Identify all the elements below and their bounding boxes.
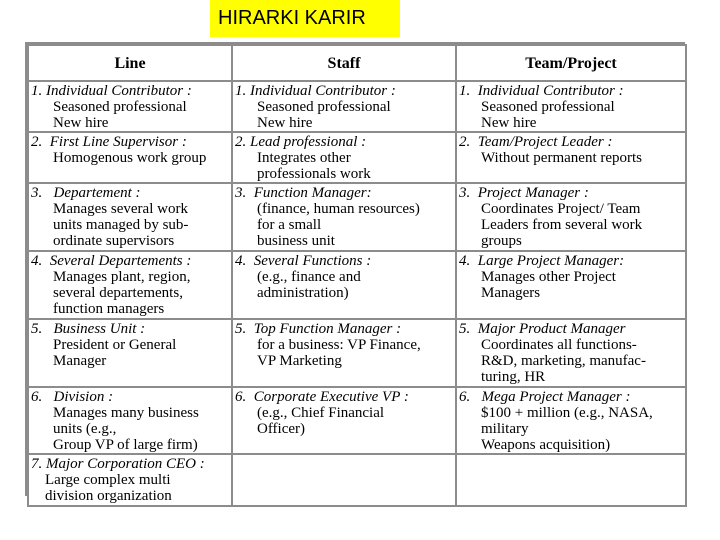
cell-staff-level-6 bbox=[233, 388, 455, 453]
level-description-line: several departements, bbox=[53, 285, 183, 301]
level-description-line: New hire bbox=[257, 115, 313, 131]
column-header-staff: Staff bbox=[233, 46, 455, 80]
level-description-line: Managers bbox=[481, 285, 541, 301]
cell-team-project-level-5 bbox=[457, 320, 685, 386]
level-title: 5. Top Function Manager : bbox=[235, 321, 402, 337]
level-title: 3. Departement : bbox=[31, 185, 141, 201]
level-description-line: (e.g., finance and bbox=[257, 269, 361, 285]
level-description-line: Coordinates Project/ Team bbox=[481, 201, 641, 217]
cell-staff-level-5 bbox=[233, 320, 455, 386]
cell-line-level-2 bbox=[29, 133, 231, 182]
table-row bbox=[29, 252, 685, 318]
level-description-line: New hire bbox=[53, 115, 109, 131]
level-description-line: groups bbox=[481, 233, 522, 249]
cell-team-project-level-2 bbox=[457, 133, 685, 182]
level-description-line: Homogenous work group bbox=[53, 150, 207, 166]
level-description-line: Manager bbox=[53, 353, 107, 369]
level-description-line: Officer) bbox=[257, 421, 306, 437]
level-description-line: Seasoned professional bbox=[481, 99, 615, 115]
level-title: 4. Several Functions : bbox=[235, 253, 372, 269]
level-description-line: Seasoned professional bbox=[53, 99, 187, 115]
cell-team-project-level-3 bbox=[457, 184, 685, 250]
level-title: 3. Project Manager : bbox=[459, 185, 589, 201]
level-description-line: function managers bbox=[53, 301, 165, 317]
level-title: 7. Major Corporation CEO : bbox=[31, 456, 205, 472]
level-title: 6. Mega Project Manager : bbox=[459, 389, 631, 405]
column-header-team-project: Team/Project bbox=[457, 46, 685, 80]
cell-staff-level-4 bbox=[233, 252, 455, 318]
level-title: 3. Function Manager: bbox=[235, 185, 372, 201]
level-description-line: Integrates other bbox=[257, 150, 351, 166]
slide-title: HIRARKI KARIR bbox=[210, 0, 400, 37]
level-title: 5. Major Product Manager bbox=[459, 321, 626, 337]
cell-team-project-level-1 bbox=[457, 82, 685, 131]
table-row bbox=[29, 388, 685, 453]
level-title: 4. Several Departements : bbox=[31, 253, 192, 269]
career-hierarchy-table-frame bbox=[25, 42, 685, 504]
level-description-line: units (e.g., bbox=[53, 421, 117, 437]
level-title: 2. Team/Project Leader : bbox=[459, 134, 613, 150]
level-description-line: Leaders from several work bbox=[481, 217, 643, 233]
level-description-line: administration) bbox=[257, 285, 349, 301]
cell-line-level-6 bbox=[29, 388, 231, 453]
table-body bbox=[29, 82, 685, 505]
cell-line-level-1 bbox=[29, 82, 231, 131]
level-title: 1. Individual Contributor : bbox=[31, 83, 192, 99]
level-title: 6. Division : bbox=[31, 389, 114, 405]
table-row bbox=[29, 133, 685, 182]
level-description-line: (finance, human resources) bbox=[257, 201, 420, 217]
cell-team-project-level-7 bbox=[457, 455, 685, 505]
level-title: 4. Large Project Manager: bbox=[459, 253, 625, 269]
level-description-line: Manages plant, region, bbox=[53, 269, 191, 285]
level-description-line: Coordinates all functions- bbox=[481, 337, 637, 353]
cell-line-level-4 bbox=[29, 252, 231, 318]
level-description-line: turing, HR bbox=[481, 369, 546, 385]
level-description-line: for a business: VP Finance, bbox=[257, 337, 421, 353]
level-description-line: VP Marketing bbox=[257, 353, 342, 369]
level-description-line: for a small bbox=[257, 217, 322, 233]
level-description-line: units managed by sub- bbox=[53, 217, 189, 233]
level-description-line: Weapons acquisition) bbox=[481, 437, 611, 453]
table-row bbox=[29, 82, 685, 131]
cell-team-project-level-4 bbox=[457, 252, 685, 318]
level-description-line: ordinate supervisors bbox=[53, 233, 175, 249]
level-description-line: business unit bbox=[257, 233, 335, 249]
table-row bbox=[29, 184, 685, 250]
level-description-line: New hire bbox=[481, 115, 537, 131]
level-description-line: $100 + million (e.g., NASA, bbox=[481, 405, 653, 421]
level-description-line: President or General bbox=[53, 337, 177, 353]
cell-line-level-7 bbox=[29, 455, 231, 505]
level-description-line: Seasoned professional bbox=[257, 99, 391, 115]
level-description-line: Group VP of large firm) bbox=[53, 437, 198, 453]
table-row bbox=[29, 455, 685, 505]
level-description-line: Manages several work bbox=[53, 201, 188, 217]
header-row bbox=[29, 46, 685, 80]
cell-staff-level-7 bbox=[233, 455, 455, 505]
level-title: 6. Corporate Executive VP : bbox=[235, 389, 409, 405]
level-title: 1. Individual Contributor : bbox=[235, 83, 396, 99]
level-description-line: Without permanent reports bbox=[481, 150, 643, 166]
level-description-line: Manages other Project bbox=[481, 269, 616, 285]
level-description-line: (e.g., Chief Financial bbox=[257, 405, 385, 421]
level-description-line: R&D, marketing, manufac- bbox=[481, 353, 646, 369]
level-title: 2. Lead professional : bbox=[235, 134, 367, 150]
level-description-line: division organization bbox=[45, 488, 172, 504]
level-title: 2. First Line Supervisor : bbox=[31, 134, 187, 150]
cell-line-level-5 bbox=[29, 320, 231, 386]
level-description-line: professionals work bbox=[257, 166, 371, 182]
cell-team-project-level-6 bbox=[457, 388, 685, 453]
level-description-line: military bbox=[481, 421, 529, 437]
cell-staff-level-3 bbox=[233, 184, 455, 250]
table-row bbox=[29, 320, 685, 386]
level-description-line: Manages many business bbox=[53, 405, 199, 421]
cell-staff-level-1 bbox=[233, 82, 455, 131]
career-hierarchy-table bbox=[27, 44, 687, 507]
level-description-line: Large complex multi bbox=[45, 472, 171, 488]
column-header-line: Line bbox=[29, 46, 231, 80]
cell-staff-level-2 bbox=[233, 133, 455, 182]
level-title: 5. Business Unit : bbox=[31, 321, 146, 337]
cell-line-level-3 bbox=[29, 184, 231, 250]
level-title: 1. Individual Contributor : bbox=[459, 83, 624, 99]
